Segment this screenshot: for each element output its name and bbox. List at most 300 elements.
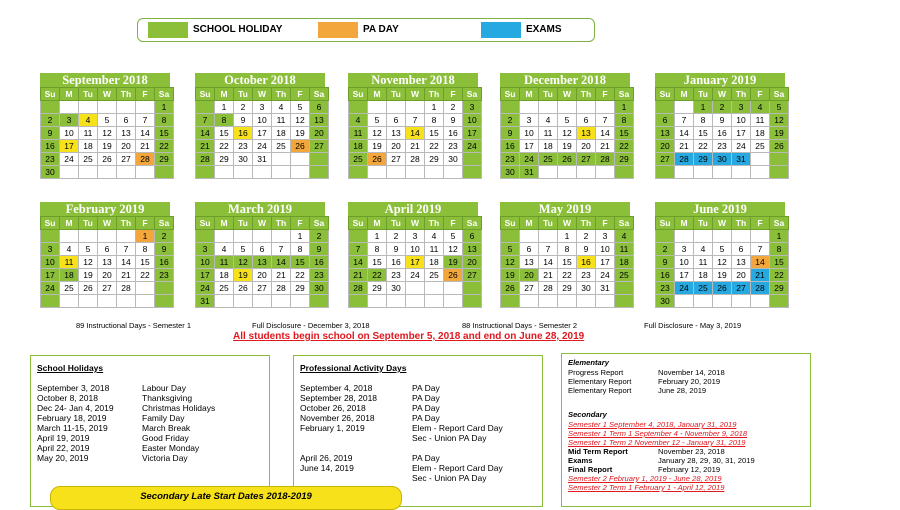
empty-day-cell <box>253 230 272 243</box>
day-cell: 24 <box>463 140 482 153</box>
empty-day-cell <box>520 101 539 114</box>
empty-day-cell <box>713 230 732 243</box>
day-cell: 4 <box>60 243 79 256</box>
day-cell: 14 <box>406 127 425 140</box>
month-grid <box>655 87 789 179</box>
day-cell: 22 <box>155 140 174 153</box>
empty-day-cell <box>234 166 253 179</box>
day-cell: 19 <box>368 140 387 153</box>
empty-day-cell <box>425 166 444 179</box>
weekday-header: Tu <box>79 217 98 230</box>
pa-date: September 28, 2018 <box>300 393 378 403</box>
weekday-header: Sa <box>615 88 634 101</box>
holiday-name: Family Day <box>142 413 185 423</box>
month-calendar <box>195 202 325 308</box>
empty-day-cell <box>387 295 406 308</box>
day-cell: 9 <box>310 243 329 256</box>
day-cell: 10 <box>406 243 425 256</box>
month-title: May 2019 <box>500 202 630 216</box>
empty-day-cell <box>444 166 463 179</box>
semester2-days-note: 88 Instructional Days - Semester 2 <box>462 321 578 330</box>
semester-period: Semester 2 February 1, 2019 - June 28, 2019 <box>568 474 722 483</box>
month-grid <box>348 216 482 308</box>
day-cell: 13 <box>520 256 539 269</box>
empty-day-cell <box>694 230 713 243</box>
weekday-header: Sa <box>310 88 329 101</box>
weekday-header: W <box>713 217 732 230</box>
empty-day-cell <box>155 166 174 179</box>
day-cell: 3 <box>520 114 539 127</box>
day-cell: 2 <box>41 114 60 127</box>
day-cell: 18 <box>349 140 368 153</box>
empty-day-cell <box>79 230 98 243</box>
day-cell: 20 <box>732 269 751 282</box>
day-cell: 28 <box>539 282 558 295</box>
day-cell: 25 <box>272 140 291 153</box>
day-cell: 5 <box>713 243 732 256</box>
day-cell: 26 <box>79 282 98 295</box>
legend-swatch-pa-day <box>318 22 358 38</box>
weekday-header: M <box>520 88 539 101</box>
day-cell: 29 <box>558 282 577 295</box>
day-cell: 12 <box>234 256 253 269</box>
empty-day-cell <box>406 295 425 308</box>
empty-day-cell <box>117 295 136 308</box>
day-cell: 29 <box>425 153 444 166</box>
day-cell: 6 <box>310 101 329 114</box>
weekday-header: F <box>291 217 310 230</box>
empty-day-cell <box>577 166 596 179</box>
day-cell: 16 <box>656 269 675 282</box>
empty-day-cell <box>615 282 634 295</box>
empty-day-cell <box>155 295 174 308</box>
empty-day-cell <box>577 295 596 308</box>
empty-day-cell <box>60 101 79 114</box>
reports-box <box>561 353 811 507</box>
legend-label-pa-day: PA DAY <box>363 24 399 35</box>
empty-day-cell <box>656 166 675 179</box>
day-cell: 29 <box>368 282 387 295</box>
empty-day-cell <box>751 166 770 179</box>
day-cell: 4 <box>215 243 234 256</box>
pa-name: Elem - Report Card Day <box>412 423 503 433</box>
day-cell: 17 <box>41 269 60 282</box>
day-cell: 27 <box>520 282 539 295</box>
day-cell: 11 <box>272 114 291 127</box>
day-cell: 8 <box>368 243 387 256</box>
empty-day-cell <box>463 166 482 179</box>
day-cell: 7 <box>349 243 368 256</box>
empty-day-cell <box>253 166 272 179</box>
weekday-header: F <box>751 88 770 101</box>
day-cell: 7 <box>596 114 615 127</box>
day-cell: 15 <box>425 127 444 140</box>
empty-day-cell <box>406 166 425 179</box>
day-cell: 4 <box>694 243 713 256</box>
day-cell: 15 <box>770 256 789 269</box>
day-cell: 9 <box>501 127 520 140</box>
empty-day-cell <box>713 166 732 179</box>
weekday-header: M <box>675 217 694 230</box>
day-cell: 19 <box>770 127 789 140</box>
day-cell: 15 <box>558 256 577 269</box>
holiday-date: Dec 24- Jan 4, 2019 <box>37 403 114 413</box>
day-cell: 22 <box>136 269 155 282</box>
semester1-days-note: 89 Instructional Days - Semester 1 <box>76 321 192 330</box>
day-cell: 17 <box>675 269 694 282</box>
day-cell: 13 <box>117 127 136 140</box>
day-cell: 17 <box>253 127 272 140</box>
weekday-header: Su <box>41 217 60 230</box>
day-cell: 11 <box>425 243 444 256</box>
day-cell: 31 <box>732 153 751 166</box>
day-cell: 15 <box>215 127 234 140</box>
day-cell: 2 <box>577 230 596 243</box>
weekday-header: F <box>596 88 615 101</box>
day-cell: 19 <box>98 140 117 153</box>
weekday-header: W <box>713 88 732 101</box>
day-cell: 21 <box>272 269 291 282</box>
weekday-header: W <box>406 217 425 230</box>
weekday-header: Tu <box>539 217 558 230</box>
day-cell: 29 <box>694 153 713 166</box>
report-label: Exams <box>568 456 593 465</box>
day-cell: 8 <box>425 114 444 127</box>
weekday-header: M <box>675 88 694 101</box>
pa-date: September 4, 2018 <box>300 383 373 393</box>
day-cell: 18 <box>425 256 444 269</box>
day-cell: 18 <box>615 256 634 269</box>
day-cell: 27 <box>310 140 329 153</box>
empty-day-cell <box>520 295 539 308</box>
holiday-name: Victoria Day <box>142 453 188 463</box>
day-cell: 14 <box>751 256 770 269</box>
empty-day-cell <box>675 295 694 308</box>
weekday-header: M <box>215 88 234 101</box>
empty-day-cell <box>406 101 425 114</box>
holiday-date: April 19, 2019 <box>37 433 90 443</box>
pa-date: April 26, 2019 <box>300 453 353 463</box>
holiday-name: Thanksgiving <box>142 393 193 403</box>
weekday-header: Tu <box>79 88 98 101</box>
day-cell: 20 <box>310 127 329 140</box>
weekday-header: Th <box>577 88 596 101</box>
day-cell: 10 <box>60 127 79 140</box>
weekday-header: Th <box>272 88 291 101</box>
empty-day-cell <box>520 230 539 243</box>
empty-day-cell <box>310 295 329 308</box>
day-cell: 24 <box>406 269 425 282</box>
empty-day-cell <box>136 101 155 114</box>
day-cell: 22 <box>615 140 634 153</box>
day-cell: 1 <box>136 230 155 243</box>
day-cell: 23 <box>310 269 329 282</box>
day-cell: 29 <box>215 153 234 166</box>
day-cell: 5 <box>501 243 520 256</box>
weekday-header: Tu <box>539 88 558 101</box>
weekday-header: W <box>558 88 577 101</box>
empty-day-cell <box>79 295 98 308</box>
day-cell: 6 <box>387 114 406 127</box>
day-cell: 19 <box>234 269 253 282</box>
day-cell: 18 <box>272 127 291 140</box>
secondary-heading: Secondary <box>568 410 607 419</box>
empty-day-cell <box>41 230 60 243</box>
day-cell: 24 <box>41 282 60 295</box>
weekday-header: Su <box>656 217 675 230</box>
holiday-date: May 20, 2019 <box>37 453 89 463</box>
report-value: November 23, 2018 <box>658 447 725 456</box>
day-cell: 19 <box>444 256 463 269</box>
day-cell: 12 <box>368 127 387 140</box>
day-cell: 26 <box>558 153 577 166</box>
pa-name: PA Day <box>412 413 440 423</box>
month-grid <box>40 87 174 179</box>
weekday-header: Su <box>41 88 60 101</box>
day-cell: 31 <box>196 295 215 308</box>
day-cell: 14 <box>596 127 615 140</box>
empty-day-cell <box>136 282 155 295</box>
day-cell: 1 <box>155 101 174 114</box>
day-cell: 30 <box>501 166 520 179</box>
day-cell: 4 <box>349 114 368 127</box>
report-value: June 28, 2019 <box>658 386 707 395</box>
weekday-header: Th <box>577 217 596 230</box>
day-cell: 4 <box>751 101 770 114</box>
day-cell: 25 <box>751 140 770 153</box>
day-cell: 13 <box>387 127 406 140</box>
weekday-header: Su <box>196 217 215 230</box>
empty-day-cell <box>291 153 310 166</box>
day-cell: 22 <box>291 269 310 282</box>
day-cell: 9 <box>444 114 463 127</box>
empty-day-cell <box>41 295 60 308</box>
empty-day-cell <box>272 166 291 179</box>
report-value: November 14, 2018 <box>658 368 725 377</box>
holiday-date: September 3, 2018 <box>37 383 110 393</box>
day-cell: 30 <box>577 282 596 295</box>
month-calendar <box>500 73 630 179</box>
day-cell: 21 <box>349 269 368 282</box>
day-cell: 14 <box>675 127 694 140</box>
weekday-header: Th <box>117 88 136 101</box>
day-cell: 27 <box>98 282 117 295</box>
report-value: February 20, 2019 <box>658 377 721 386</box>
weekday-header: F <box>291 88 310 101</box>
day-cell: 28 <box>675 153 694 166</box>
empty-day-cell <box>656 101 675 114</box>
pa-name: Elem - Report Card Day <box>412 463 503 473</box>
empty-day-cell <box>117 166 136 179</box>
empty-day-cell <box>770 166 789 179</box>
day-cell: 6 <box>463 230 482 243</box>
day-cell: 18 <box>215 269 234 282</box>
month-title: January 2019 <box>655 73 785 87</box>
day-cell: 3 <box>732 101 751 114</box>
weekday-header: Su <box>501 88 520 101</box>
weekday-header: W <box>98 217 117 230</box>
day-cell: 30 <box>41 166 60 179</box>
day-cell: 31 <box>596 282 615 295</box>
day-cell: 1 <box>215 101 234 114</box>
day-cell: 3 <box>596 230 615 243</box>
day-cell: 26 <box>501 282 520 295</box>
day-cell: 21 <box>596 140 615 153</box>
day-cell: 26 <box>98 153 117 166</box>
empty-day-cell <box>215 230 234 243</box>
empty-day-cell <box>501 101 520 114</box>
day-cell: 26 <box>291 140 310 153</box>
empty-day-cell <box>732 295 751 308</box>
day-cell: 5 <box>98 114 117 127</box>
day-cell: 11 <box>79 127 98 140</box>
day-cell: 12 <box>770 114 789 127</box>
day-cell: 27 <box>387 153 406 166</box>
semester-period: Semester 1 Term 1 September 4 - November 9, 2018 <box>568 429 748 438</box>
day-cell: 6 <box>656 114 675 127</box>
weekday-header: F <box>136 88 155 101</box>
weekday-header: M <box>60 217 79 230</box>
empty-day-cell <box>675 230 694 243</box>
day-cell: 14 <box>272 256 291 269</box>
day-cell: 16 <box>444 127 463 140</box>
empty-day-cell <box>349 230 368 243</box>
day-cell: 18 <box>694 269 713 282</box>
report-label: Elementary Report <box>568 377 632 386</box>
day-cell: 26 <box>770 140 789 153</box>
day-cell: 10 <box>596 243 615 256</box>
day-cell: 14 <box>136 127 155 140</box>
day-cell: 16 <box>387 256 406 269</box>
day-cell: 25 <box>215 282 234 295</box>
day-cell: 27 <box>732 282 751 295</box>
day-cell: 7 <box>406 114 425 127</box>
day-cell: 5 <box>368 114 387 127</box>
day-cell: 3 <box>675 243 694 256</box>
day-cell: 20 <box>387 140 406 153</box>
day-cell: 28 <box>349 282 368 295</box>
day-cell: 29 <box>291 282 310 295</box>
empty-day-cell <box>501 230 520 243</box>
legend-label-holiday: SCHOOL HOLIDAY <box>193 24 283 35</box>
day-cell: 7 <box>196 114 215 127</box>
holiday-name: Christmas Holidays <box>142 403 216 413</box>
holiday-name: Easter Monday <box>142 443 200 453</box>
weekday-header: F <box>136 217 155 230</box>
day-cell: 12 <box>558 127 577 140</box>
semester-period: Semester 2 Term 1 February 1 - April 12, 2019 <box>568 483 725 492</box>
day-cell: 2 <box>713 101 732 114</box>
month-title: December 2018 <box>500 73 630 87</box>
empty-day-cell <box>60 230 79 243</box>
month-calendar <box>655 202 785 308</box>
day-cell: 23 <box>444 140 463 153</box>
day-cell: 28 <box>117 282 136 295</box>
day-cell: 17 <box>520 140 539 153</box>
day-cell: 21 <box>539 269 558 282</box>
empty-day-cell <box>349 295 368 308</box>
day-cell: 3 <box>196 243 215 256</box>
day-cell: 13 <box>310 114 329 127</box>
day-cell: 20 <box>253 269 272 282</box>
empty-day-cell <box>387 101 406 114</box>
day-cell: 5 <box>770 101 789 114</box>
elementary-heading: Elementary <box>568 358 609 367</box>
day-cell: 21 <box>136 140 155 153</box>
day-cell: 10 <box>463 114 482 127</box>
day-cell: 18 <box>60 269 79 282</box>
day-cell: 3 <box>463 101 482 114</box>
school-holidays-heading: School Holidays <box>37 363 104 373</box>
day-cell: 4 <box>425 230 444 243</box>
day-cell: 8 <box>136 243 155 256</box>
day-cell: 31 <box>253 153 272 166</box>
day-cell: 18 <box>751 127 770 140</box>
month-title: September 2018 <box>40 73 170 87</box>
day-cell: 9 <box>713 114 732 127</box>
day-cell: 25 <box>539 153 558 166</box>
empty-day-cell <box>558 101 577 114</box>
report-label: Mid Term Report <box>568 447 628 456</box>
empty-day-cell <box>675 166 694 179</box>
day-cell: 7 <box>539 243 558 256</box>
empty-day-cell <box>136 166 155 179</box>
day-cell: 13 <box>577 127 596 140</box>
holiday-name: Labour Day <box>142 383 186 393</box>
day-cell: 26 <box>444 269 463 282</box>
pa-name: PA Day <box>412 403 440 413</box>
day-cell: 23 <box>577 269 596 282</box>
day-cell: 27 <box>253 282 272 295</box>
empty-day-cell <box>751 230 770 243</box>
empty-day-cell <box>368 101 387 114</box>
day-cell: 8 <box>770 243 789 256</box>
empty-day-cell <box>444 295 463 308</box>
day-cell: 17 <box>60 140 79 153</box>
day-cell: 30 <box>387 282 406 295</box>
month-title: November 2018 <box>348 73 478 87</box>
day-cell: 1 <box>558 230 577 243</box>
empty-day-cell <box>234 230 253 243</box>
day-cell: 1 <box>770 230 789 243</box>
day-cell: 25 <box>79 153 98 166</box>
day-cell: 26 <box>234 282 253 295</box>
late-start-banner: Secondary Late Start Dates 2018-2019 <box>50 486 402 510</box>
day-cell: 21 <box>406 140 425 153</box>
day-cell: 6 <box>577 114 596 127</box>
holiday-date: February 18, 2019 <box>37 413 107 423</box>
day-cell: 9 <box>577 243 596 256</box>
empty-day-cell <box>253 295 272 308</box>
day-cell: 26 <box>713 282 732 295</box>
empty-day-cell <box>234 295 253 308</box>
month-grid <box>348 87 482 179</box>
empty-day-cell <box>98 101 117 114</box>
month-title: October 2018 <box>195 73 325 87</box>
report-value: February 12, 2019 <box>658 465 721 474</box>
empty-day-cell <box>79 101 98 114</box>
day-cell: 29 <box>615 153 634 166</box>
weekday-header: Sa <box>615 217 634 230</box>
day-cell: 22 <box>215 140 234 153</box>
month-grid <box>500 87 634 179</box>
weekday-header: Sa <box>463 88 482 101</box>
empty-day-cell <box>558 295 577 308</box>
month-title: March 2019 <box>195 202 325 216</box>
day-cell: 26 <box>368 153 387 166</box>
day-cell: 15 <box>368 256 387 269</box>
day-cell: 10 <box>520 127 539 140</box>
